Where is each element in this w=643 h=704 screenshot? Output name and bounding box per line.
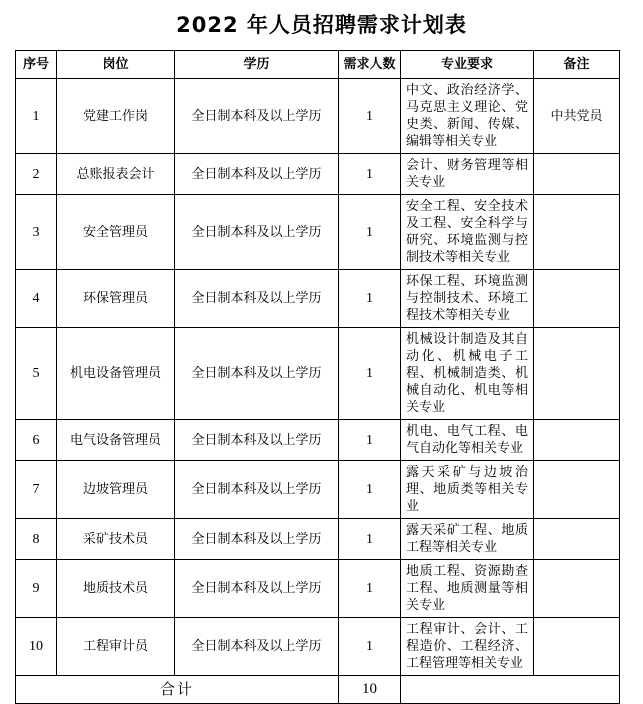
table-row	[16, 195, 620, 270]
cell-major: 露天采矿与边坡治理、地质类等相关专业	[401, 461, 534, 519]
cell-no: 2	[16, 154, 57, 195]
page-title: 2022 年人员招聘需求计划表	[176, 13, 467, 37]
cell-position: 机电设备管理员	[57, 328, 175, 420]
table-row	[16, 79, 620, 154]
table-row	[16, 328, 620, 420]
cell-no: 1	[16, 79, 57, 154]
cell-major: 会计、财务管理等相关专业	[401, 154, 534, 195]
cell-count: 1	[339, 560, 401, 618]
cell-no: 4	[16, 270, 57, 328]
cell-count: 1	[339, 519, 401, 560]
cell-note	[534, 618, 620, 676]
cell-major: 中文、政治经济学、马克思主义理论、党史类、新闻、传媒、编辑等相关专业	[401, 79, 534, 154]
cell-count: 1	[339, 420, 401, 461]
cell-education: 全日制本科及以上学历	[175, 461, 339, 519]
cell-position: 边坡管理员	[57, 461, 175, 519]
cell-position: 地质技术员	[57, 560, 175, 618]
cell-note: 中共党员	[534, 79, 620, 154]
cell-education: 全日制本科及以上学历	[175, 270, 339, 328]
table-row	[16, 420, 620, 461]
table-body	[16, 79, 620, 676]
cell-note	[534, 195, 620, 270]
cell-count: 1	[339, 618, 401, 676]
cell-position: 工程审计员	[57, 618, 175, 676]
table-row	[16, 461, 620, 519]
cell-education: 全日制本科及以上学历	[175, 560, 339, 618]
cell-position: 环保管理员	[57, 270, 175, 328]
cell-major: 安全工程、安全技术及工程、安全科学与研究、环境监测与控制技术等相关专业	[401, 195, 534, 270]
page	[0, 9, 643, 698]
cell-major: 地质工程、资源勘查工程、地质测量等相关专业	[401, 560, 534, 618]
cell-education: 全日制本科及以上学历	[175, 328, 339, 420]
cell-count: 1	[339, 154, 401, 195]
cell-no: 7	[16, 461, 57, 519]
cell-count: 1	[339, 461, 401, 519]
cell-note	[534, 560, 620, 618]
total-label: 合计	[16, 676, 339, 704]
cell-no: 3	[16, 195, 57, 270]
table-row	[16, 270, 620, 328]
cell-note	[534, 519, 620, 560]
cell-major: 环保工程、环境监测与控制技术、环境工程技术等相关专业	[401, 270, 534, 328]
cell-education: 全日制本科及以上学历	[175, 195, 339, 270]
cell-note	[534, 270, 620, 328]
cell-position: 采矿技术员	[57, 519, 175, 560]
cell-education: 全日制本科及以上学历	[175, 420, 339, 461]
cell-major: 工程审计、会计、工程造价、工程经济、工程管理等相关专业	[401, 618, 534, 676]
col-header-position: 岗位	[57, 51, 175, 79]
col-header-no: 序号	[16, 51, 57, 79]
col-header-major: 专业要求	[401, 51, 534, 79]
cell-no: 5	[16, 328, 57, 420]
cell-note	[534, 154, 620, 195]
cell-education: 全日制本科及以上学历	[175, 79, 339, 154]
cell-major: 机械设计制造及其自动化、机械电子工程、机械制造类、机械自动化、机电等相关专业	[401, 328, 534, 420]
cell-position: 电气设备管理员	[57, 420, 175, 461]
cell-major: 机电、电气工程、电气自动化等相关专业	[401, 420, 534, 461]
table-row	[16, 519, 620, 560]
total-row	[16, 676, 620, 704]
table-row	[16, 560, 620, 618]
cell-no: 10	[16, 618, 57, 676]
total-empty-cell	[401, 676, 620, 704]
col-header-note: 备注	[534, 51, 620, 79]
cell-education: 全日制本科及以上学历	[175, 618, 339, 676]
cell-no: 8	[16, 519, 57, 560]
cell-no: 6	[16, 420, 57, 461]
table-row	[16, 618, 620, 676]
recruitment-plan-table	[15, 50, 620, 704]
cell-position: 安全管理员	[57, 195, 175, 270]
cell-note	[534, 420, 620, 461]
cell-position: 总账报表会计	[57, 154, 175, 195]
col-header-education: 学历	[175, 51, 339, 79]
cell-count: 1	[339, 79, 401, 154]
cell-note	[534, 461, 620, 519]
col-header-count: 需求人数	[339, 51, 401, 79]
cell-position: 党建工作岗	[57, 79, 175, 154]
cell-education: 全日制本科及以上学历	[175, 519, 339, 560]
cell-count: 1	[339, 195, 401, 270]
cell-count: 1	[339, 328, 401, 420]
cell-count: 1	[339, 270, 401, 328]
cell-major: 露天采矿工程、地质工程等相关专业	[401, 519, 534, 560]
table-row	[16, 154, 620, 195]
total-count: 10	[339, 676, 401, 704]
cell-no: 9	[16, 560, 57, 618]
cell-note	[534, 328, 620, 420]
cell-education: 全日制本科及以上学历	[175, 154, 339, 195]
header-row	[16, 51, 620, 79]
